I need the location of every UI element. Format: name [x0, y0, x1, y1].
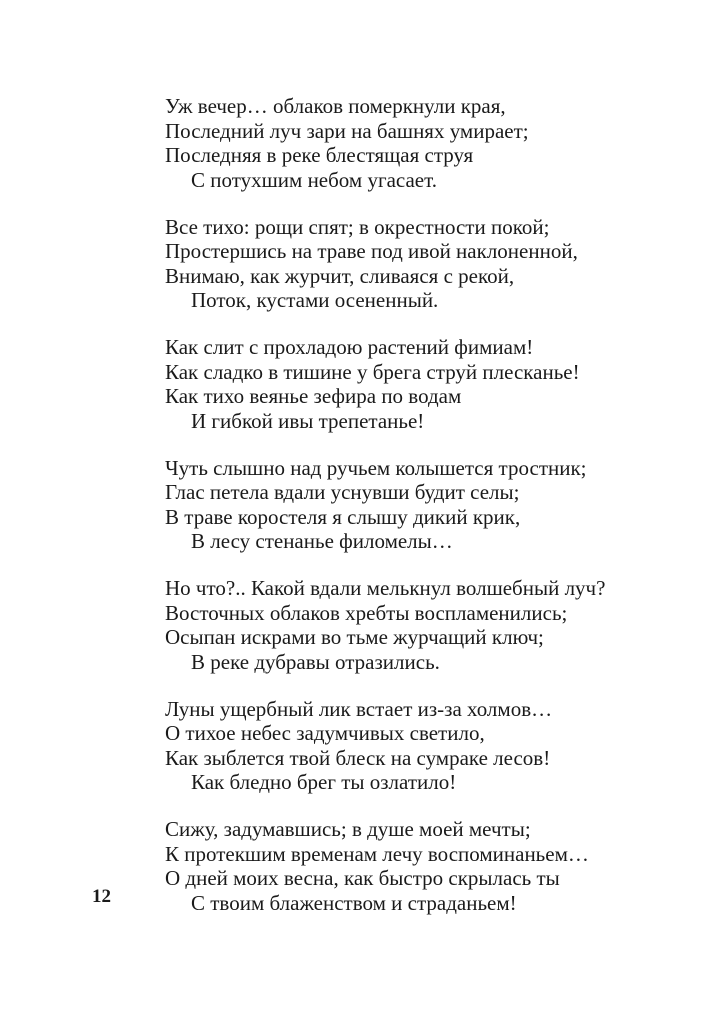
poem-line: Как сладко в тишине у брега струй плесканье!: [165, 359, 580, 384]
poem-line: Чуть слышно над ручьем колышется тростник;: [165, 455, 587, 480]
poem-line: Как зыблется твой блеск на сумраке лесов!: [165, 745, 551, 770]
poem-line: О тихое небес задумчивых светило,: [165, 721, 485, 745]
poem-line: Но что?.. Какой вдали мелькнул волшебный луч?: [165, 576, 606, 600]
poem-line: Глас петела вдали уснувши будит селы;: [165, 480, 520, 504]
poem: [165, 94, 685, 938]
poem-line: Уж вечер… облаков померкнули края,: [165, 94, 506, 118]
poem-line-indented: С потухшим небом угасает.: [191, 167, 437, 192]
poem-line: Как тихо веянье зефира по водам: [165, 384, 462, 408]
stanza-4: [165, 456, 685, 554]
poem-line: Осыпан искрами во тьме журчащий ключ;: [165, 625, 544, 649]
page-number: 12: [92, 886, 111, 907]
poem-line-indented: Как бледно брег ты озлатило!: [191, 770, 457, 794]
poem-line: Последний луч зари на башнях умирает;: [165, 118, 529, 143]
poem-line: К протекшим временам лечу воспоминаньем…: [165, 841, 589, 866]
poem-line-indented: И гибкой ивы трепетанье!: [191, 408, 425, 433]
poem-line: Как слит с прохладою растений фимиам!: [165, 335, 534, 359]
poem-line-indented: Поток, кустами осененный.: [191, 288, 439, 312]
poem-line: Внимаю, как журчит, сливаяся с рекой,: [165, 263, 515, 288]
poem-line: Восточных облаков хребты воспламенились;: [165, 600, 568, 625]
poem-line: Все тихо: рощи спят; в окрестности покой;: [165, 214, 550, 239]
poem-line: Луны ущербный лик встает из-за холмов…: [165, 696, 553, 721]
poem-line-indented: В реке дубравы отразились.: [191, 649, 440, 674]
stanza-1: [165, 94, 685, 192]
poem-line: Простершись на траве под ивой наклоненной,: [165, 239, 578, 263]
stanza-2: [165, 215, 685, 313]
poem-line: О дней моих весна, как быстро скрылась ты: [165, 866, 560, 890]
stanza-6: [165, 697, 685, 795]
stanza-5: [165, 576, 685, 674]
poem-line-indented: С твоим блаженством и страданьем!: [191, 890, 517, 915]
poem-line: Сижу, задумавшись; в душе моей мечты;: [165, 817, 531, 841]
poem-line: В траве коростеля я слышу дикий крик,: [165, 504, 521, 529]
stanza-7: [165, 817, 685, 915]
poem-line: Последняя в реке блестящая струя: [165, 143, 474, 167]
poem-line-indented: В лесу стенанье филомелы…: [191, 529, 453, 553]
stanza-3: [165, 335, 685, 433]
